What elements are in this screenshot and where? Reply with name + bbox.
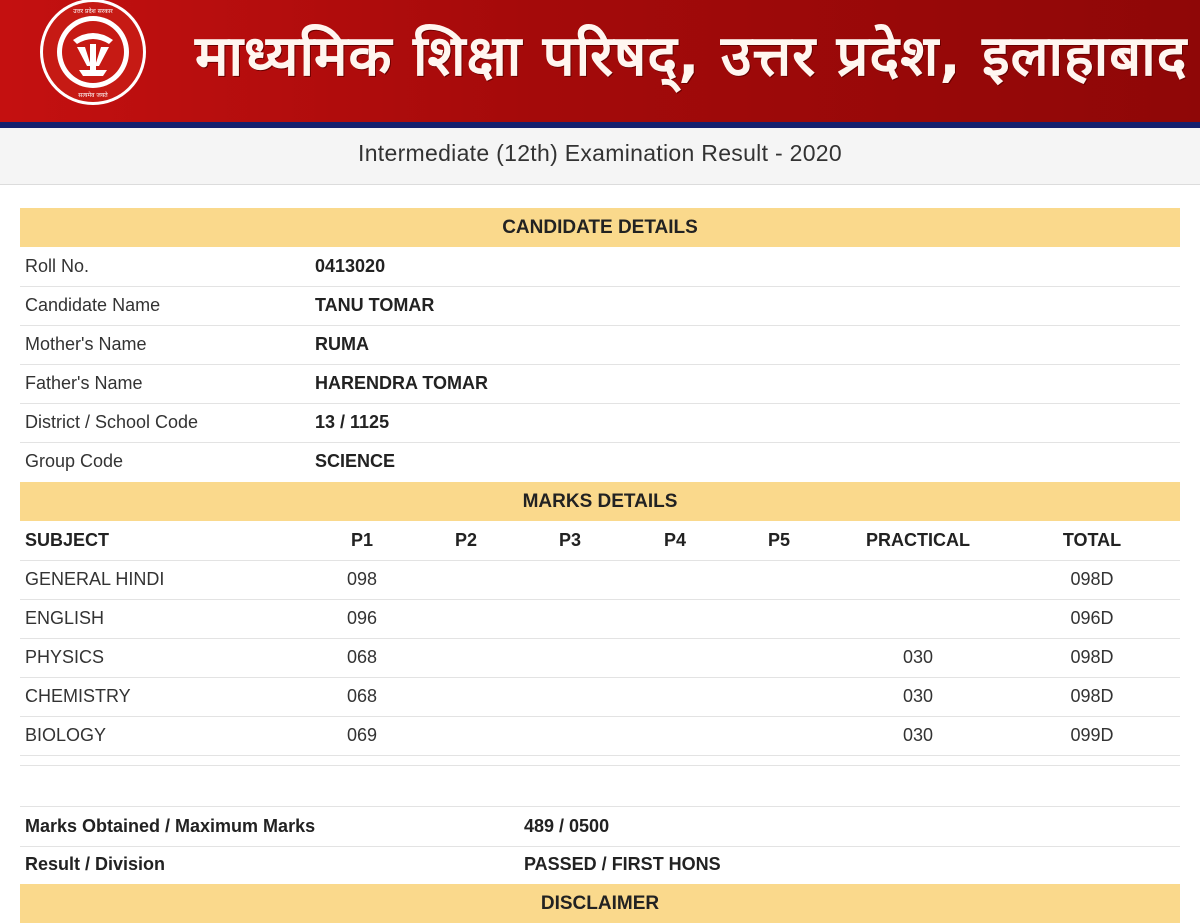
p1-marks: 068 [346,647,378,667]
summary-label: Result / Division [25,854,166,874]
summary-label: Marks Obtained / Maximum Marks [25,816,316,836]
table-row [20,599,1180,639]
detail-value: HARENDRA TOMAR [315,373,488,393]
practical-marks: 030 [902,686,934,706]
p1-marks: 096 [346,608,378,628]
svg-text:सत्यमेव जयते: सत्यमेव जयते [78,92,108,99]
subject-name: ENGLISH [25,608,105,628]
column-header-p3: P3 [558,530,582,550]
total-marks: 098D [1070,647,1114,667]
detail-value: RUMA [315,334,369,354]
practical-marks: 030 [902,647,934,667]
summary-row-marks [20,806,1180,847]
column-header-p5: P5 [767,530,791,550]
total-marks: 098D [1070,569,1114,589]
table-row [20,638,1180,678]
subject-name: BIOLOGY [25,725,107,745]
summary-value: PASSED / FIRST HONS [524,854,721,874]
total-marks: 099D [1070,725,1114,745]
detail-row-mother-name [20,325,1180,365]
table-row [20,560,1180,600]
column-header-p4: P4 [663,530,687,550]
summary-row-result [20,845,1180,885]
detail-row-candidate-name [20,286,1180,326]
candidate-details-heading: CANDIDATE DETAILS [20,208,1180,247]
detail-value: SCIENCE [315,451,396,471]
summary-value: 489 / 0500 [524,816,610,836]
detail-value: TANU TOMAR [315,295,435,315]
marks-header-row [20,521,1180,561]
table-spacer-row [20,755,1180,766]
subject-name: GENERAL HINDI [25,569,165,589]
header-banner [0,0,1200,122]
column-header-total: TOTAL [1062,530,1122,550]
table-row [20,716,1180,756]
detail-label: District / School Code [25,412,199,432]
practical-marks: 030 [902,725,934,745]
detail-label: Group Code [25,451,124,471]
disclaimer-heading: DISCLAIMER [20,884,1180,923]
column-header-p2: P2 [454,530,478,550]
total-marks: 098D [1070,686,1114,706]
detail-value: 13 / 1125 [315,412,390,432]
subject-name: PHYSICS [25,647,105,667]
detail-row-group-code [20,442,1180,481]
p1-marks: 069 [346,725,378,745]
up-govt-emblem-icon [33,0,154,110]
detail-row-roll-no [20,247,1180,287]
detail-label: Mother's Name [25,334,147,354]
detail-label: Candidate Name [25,295,161,315]
column-header-subject: SUBJECT [25,530,110,550]
board-name: माध्यमिक शिक्षा परिषद्, उत्तर प्रदेश, इलाहाबाद [195,24,1188,89]
p1-marks: 068 [346,686,378,706]
svg-text:उत्तर प्रदेश सरकार: उत्तर प्रदेश सरकार [73,8,113,15]
detail-row-father-name [20,364,1180,404]
detail-label: Roll No. [25,256,90,276]
table-row [20,677,1180,717]
exam-title: Intermediate (12th) Examination Result - 2020 [358,140,842,166]
column-header-p1: P1 [350,530,374,550]
p1-marks: 098 [346,569,378,589]
subject-name: CHEMISTRY [25,686,131,706]
detail-row-district-school-code [20,403,1180,443]
detail-label: Father's Name [25,373,143,393]
marks-details-heading: MARKS DETAILS [20,482,1180,521]
total-marks: 096D [1070,608,1114,628]
detail-value: 0413020 [315,256,386,276]
column-header-practical: PRACTICAL [866,530,970,550]
